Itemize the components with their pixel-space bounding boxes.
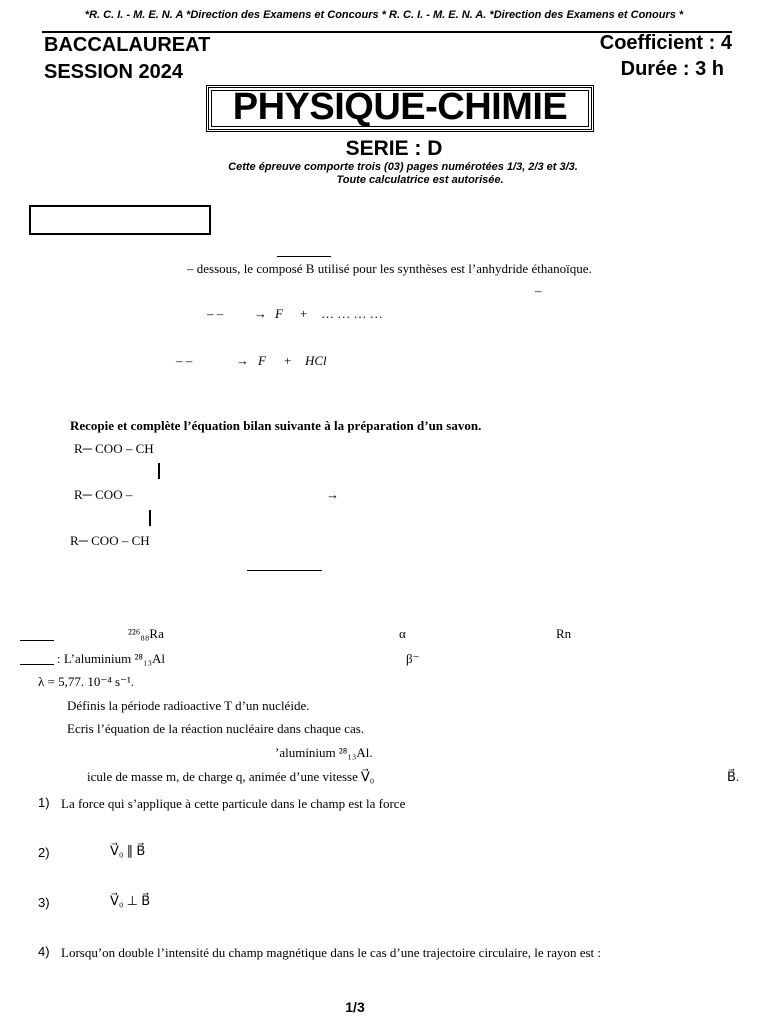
header-banner: *R. C. I. - M. E. N. A *Direction des Examens et Concours * R. C. I. - M. E. N. A. *Direction des Examens et Conours * <box>84 9 684 21</box>
beta-symbol: β⁻ <box>406 651 420 666</box>
item-text: Lorsqu’on double l’intensité du champ magnétique dans le cas d’une trajectoire circulaire, le rayon est : <box>61 945 602 960</box>
question-equation: Ecris l’équation de la réaction nucléaire dans chaque cas. <box>67 721 365 736</box>
bond-line <box>158 463 160 479</box>
chemistry-intro: – dessous, le composé B utilisé pour les synthèses est l’anhydride éthanoïque. <box>187 261 592 276</box>
item-number: 2) <box>38 845 50 860</box>
exam-series: SERIE : D <box>345 137 443 160</box>
heading-underline <box>277 256 331 257</box>
radon-symbol: Rn <box>556 626 572 641</box>
reaction1-product: F <box>275 306 283 321</box>
exam-coefficient: Coefficient : 4 <box>599 32 732 54</box>
label-underline <box>20 640 54 641</box>
item-number: 4) <box>38 944 50 959</box>
reaction1-blank: … … … … <box>321 306 383 321</box>
particle-intro: icule de masse m, de charge q, animée d’une vitesse V⃗₀ <box>87 769 375 784</box>
exam-duration: Durée : 3 h <box>620 58 724 80</box>
aluminium-intro: : L’aluminium ²⁸₁₃Al <box>57 651 166 666</box>
reaction1-reactants: – – <box>207 306 224 321</box>
question-period: Définis la période radioactive T d’un nucléide. <box>67 698 310 713</box>
item-number: 3) <box>38 895 50 910</box>
exercise-label-box <box>29 205 211 235</box>
soap-line-2: R─ COO – <box>74 487 133 502</box>
exam-session: SESSION 2024 <box>44 61 183 83</box>
bond-line <box>149 510 151 526</box>
soap-instruction: Recopie et complète l’équation bilan suivante à la préparation d’un savon. <box>70 418 482 433</box>
aluminium-fragment: ’aluminium ²⁸₁₃Al. <box>275 745 373 760</box>
soap-line-1: R─ COO – CH <box>74 441 154 456</box>
item-number: 1) <box>38 795 50 810</box>
item-text: V⃗₀ ∥ B⃗ <box>110 843 146 858</box>
decay-constant: λ = 5,77. 10⁻⁴ s⁻¹. <box>38 674 135 689</box>
pages-note: Cette épreuve comporte trois (03) pages numérotées 1/3, 2/3 et 3/3. <box>228 161 578 173</box>
label-underline <box>20 664 54 665</box>
reaction2-byproduct: HCl <box>305 353 327 368</box>
soap-line-3: R─ COO – CH <box>70 533 150 548</box>
reaction2-plus: + <box>284 353 292 368</box>
calculator-note: Toute calculatrice est autorisée. <box>336 174 504 186</box>
heading-underline <box>247 570 322 571</box>
magnetic-field-symbol: B⃗. <box>727 769 740 784</box>
soap-arrow: → <box>326 487 339 502</box>
alpha-symbol: α <box>399 626 406 641</box>
page-title: PHYSIQUE-CHIMIE <box>232 86 568 128</box>
item-text: La force qui s’applique à cette particule dans le champ est la force <box>61 796 406 811</box>
radium-nuclide: ²²⁶₈₈Ra <box>128 626 164 641</box>
exam-name: BACCALAUREAT <box>44 34 211 56</box>
reaction2-reactants: – – <box>176 353 193 368</box>
dash-mark: – <box>535 283 542 298</box>
reaction2-product: F <box>258 353 266 368</box>
reaction1-plus: + <box>300 306 308 321</box>
reaction2-arrow: → <box>236 353 249 368</box>
item-text: V⃗₀ ⊥ B⃗ <box>110 893 151 908</box>
reaction1-arrow: → <box>254 306 267 321</box>
page-number: 1/3 <box>345 999 365 1015</box>
